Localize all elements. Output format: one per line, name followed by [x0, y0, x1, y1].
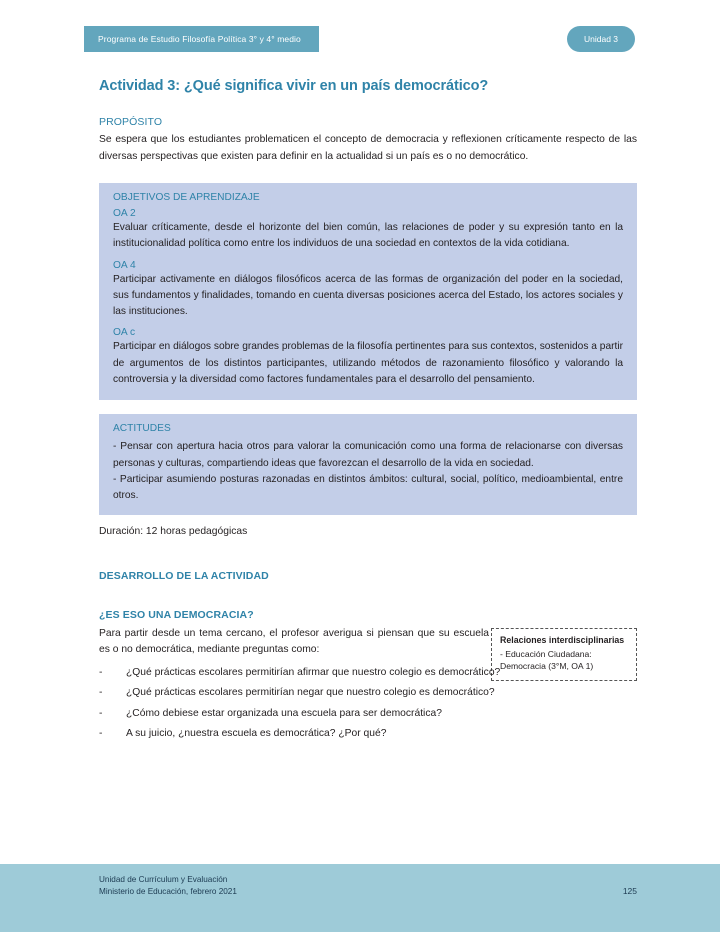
purpose-text: Se espera que los estudiantes problematicen el concepto de democracia y reflexionen críticamente respecto de las diversas perspectivas que existen para definir en la actualidad si un país es o no democrático.: [99, 134, 637, 162]
list-item-text: ¿Cómo debiese estar organizada una escuela para ser democrática?: [126, 707, 442, 719]
development-heading: DESARROLLO DE LA ACTIVIDAD: [99, 569, 269, 582]
purpose-heading: PROPÓSITO: [99, 116, 163, 128]
attitudes-box: [99, 414, 637, 514]
list-item-text: ¿Qué prácticas escolares permitirían negar que nuestro colegio es democrático?: [126, 687, 495, 699]
attitude-item: - Pensar con apertura hacia otros para valorar la comunicación como una forma de relacionarse con diversas personas y culturas, compartiendo ideas que favorezcan el desarrollo de la vida en sociedad.: [113, 441, 623, 469]
footer-line-1: Unidad de Currículum y Evaluación: [99, 875, 228, 884]
list-item: [99, 665, 637, 682]
interdisciplinary-line-1: - Educación Ciudadana:: [500, 648, 592, 659]
attitudes-title: ACTITUDES: [113, 423, 171, 435]
list-bullet: -: [99, 728, 103, 740]
header-unit-badge: Unidad 3: [567, 26, 635, 52]
page-content: [99, 78, 637, 747]
page-header: [0, 26, 720, 54]
objective-code: OA 2: [113, 208, 136, 219]
page-title: Actividad 3: ¿Qué significa vivir en un país democrático?: [99, 78, 489, 94]
list-bullet: -: [99, 666, 103, 678]
footer-line-2: Ministerio de Educación, febrero 2021: [99, 887, 237, 896]
interdisciplinary-title: Relaciones interdisciplinarias: [500, 634, 625, 645]
list-item: [99, 726, 637, 743]
interdisciplinary-line-2: Democracia (3°M, OA 1): [500, 660, 594, 671]
list-item-text: ¿Qué prácticas escolares permitirían afirmar que nuestro colegio es democrático?: [126, 666, 501, 678]
footer-content: [99, 874, 637, 904]
page-number: 125: [622, 886, 637, 896]
attitude-item: - Participar asumiendo posturas razonadas en distintos ámbitos: cultural, social, político, medioambiental, entre otros.: [113, 473, 623, 502]
duration-text: Duración: 12 horas pedagógicas: [99, 525, 248, 537]
intro-section: [99, 626, 637, 671]
footer-text: [99, 874, 237, 898]
learning-objectives-title: OBJETIVOS DE APRENDIZAJE: [113, 192, 260, 203]
list-item: [99, 706, 637, 723]
list-item: [99, 685, 637, 702]
development-subheading: ¿ES ESO UNA DEMOCRACIA?: [99, 608, 254, 621]
list-bullet: -: [99, 707, 103, 719]
header-program-banner: Programa de Estudio Filosofía Política 3° y 4° medio: [84, 26, 319, 52]
question-list: [99, 665, 637, 743]
learning-objectives-box: [99, 183, 637, 400]
objective-code: OA c: [113, 327, 136, 339]
intro-text: Para partir desde un tema cercano, el profesor averigua si piensan que su escuela es o no democrática, mediante preguntas como:: [99, 627, 489, 656]
objective-text: Evaluar críticamente, desde el horizonte del bien común, las relaciones de poder y su expresión tanto en la institucionalidad política como entre los individuos de una sociedad en contextos de la vida cotidiana.: [113, 222, 623, 250]
list-item-text: A su juicio, ¿nuestra escuela es democrática? ¿Por qué?: [126, 728, 387, 740]
objective-text: Participar activamente en diálogos filosóficos acerca de las formas de organización del poder en la sociedad, sus fundamentos y finalidades, tomando en cuenta diversas posiciones acerca del Estado, los actores sociales y las instituciones.: [113, 273, 623, 318]
objective-text: Participar en diálogos sobre grandes problemas de la filosofía pertinentes para sus contextos, sostenidos a partir de argumentos de los distintos participantes, utilizando métodos de razonamiento filosófico y valorando la controversia y la diversidad como factores fundamentales para el desarrollo del pensamiento.: [113, 341, 623, 386]
objective-code: OA 4: [113, 259, 136, 271]
list-bullet: -: [99, 687, 103, 699]
